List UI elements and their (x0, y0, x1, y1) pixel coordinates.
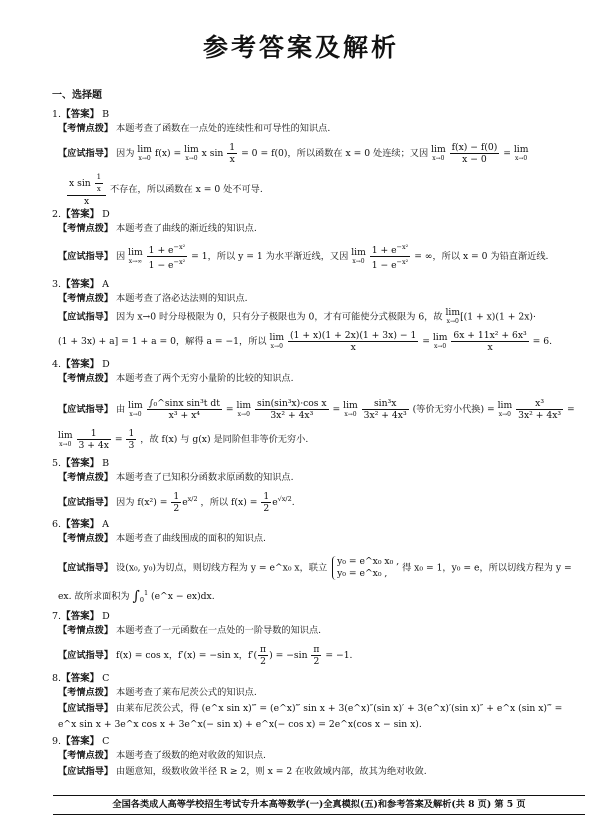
q3-point: 【考情点拨】 本题考查了洛必达法则的知识点. (58, 293, 248, 304)
q9-guide: 【应试指导】 由题意知，级数收敛半径 R ≥ 2，则 x = 2 在收敛域内部，故其为绝对收敛. (58, 766, 427, 777)
q2-answer-line: 2.【答案】 D (52, 209, 110, 220)
q3-guide: 【应试指导】 因为 x→0 时分母极限为 0，只有分子极限也为 0，才有可能使分式极限为 6，故 lim x→0 [(1 + x)(1 + 2x)· (58, 307, 536, 325)
q9-answer-line: 9.【答案】 C (52, 736, 110, 747)
page-title: 参考答案及解析 (202, 33, 399, 62)
section-heading: 一、选择题 (52, 90, 102, 101)
q5-guide: 【应试指导】 因为 f(x²) = $\frac{1}{2}$ $e^{x/2}$ ，所以 f(x) = $\frac{1}{2}$ $e^{√x/2}$. (58, 491, 295, 514)
q3-answer-line: 3.【答案】 A (52, 279, 109, 290)
q5-answer-line: 5.【答案】 B (52, 458, 110, 469)
q9-point: 【考情点拨】 本题考查了级数的绝对收敛的知识点. (58, 750, 266, 761)
q3-guide-cont: (1 + 3x) + a] = 1 + a = 0，解得 a = −1，所以 lim x→0 $\frac{(1 + x)(1 + 2x)(1 + 3x) - 1}{x}$ = lim x→0 $\frac{\text{6x + 11x² + 6x³}}{x}$ = 6. (58, 330, 553, 353)
q4-guide: 【应试指导】 由 lim x→0 $\frac{\text{∫₀\textasciicircum{}sinx sin³t dt}}{\text{x³ + x⁴}}$ = lim x→0 $\frac{\text{sin(sin³x)·cos x}}{\text{3x² + 4x³}}$ = lim x→0 $\frac{\text{sin³x}}{\text{3x² + 4x³}}$ (等价无穷小代换) = lim x→0 $\frac{\text{x³}}{\text{3x² + 4x³}}$ = (58, 398, 575, 421)
q8-guide-cont: e^x sin x + 3e^x cos x + 3e^x(− sin x) + e^x(− cos x) = 2e^x(cos x − sin x). (58, 719, 422, 730)
q6-guide-cont: ex. 故所求面积为 $\int_0^1$ (e^x − ex)dx. (58, 588, 215, 605)
q7-guide: 【应试指导】 f(x) = cos x，f′(x) = −sin x，f′( $\frac{\pi}{2}$ ) = −sin $\frac{\pi}{2}$ = −1. (58, 644, 353, 667)
q4-answer-line: 4.【答案】 D (52, 359, 110, 370)
q4-guide-cont: lim x→0 $\frac{1}{3 + 4x}$ = $\frac{1}{3}$ ，故 f(x) 与 g(x) 是同阶但非等价无穷小. (58, 428, 309, 451)
q1-answer-line: 1.【答案】 B (52, 109, 110, 120)
q2-guide: 【应试指导】 因 lim x→∞ $\frac{1 + e^{-x^2}}{1 - e^{-x^2}}$ = 1，所以 y = 1 为水平渐近线，又因 lim x→0 $\frac{1 + e^{-x^2}}{1 - e^{-x^2}}$ = ∞，所以 x = 0 为铅直渐近线. (58, 243, 549, 272)
q6-guide: 【应试指导】 设(x₀, y₀)为切点，则切线方程为 y = e^x₀ x，联立 y₀ = e^x₀ x₀ , y₀ = e^x₀ , 得 x₀ = 1，y₀ = e，所以切线方程为 y = (58, 556, 572, 579)
q1-guide: 【应试指导】 因为 lim x→0 f(x) = lim x→0 x sin $\frac{1}{x}$ = 0 = f(0)，所以函数在 x = 0 处连续；又因 lim x→0 $\frac{f(x) - f(0)}{x - 0}$ = lim x→0 (58, 142, 529, 165)
q4-point: 【考情点拨】 本题考查了两个无穷小量阶的比较的知识点. (58, 373, 294, 384)
q6-answer-line: 6.【答案】 A (52, 519, 109, 530)
q7-answer-line: 7.【答案】 D (52, 611, 110, 622)
q1-point: 【考情点拨】 本题考查了函数在一点处的连续性和可导性的知识点. (58, 123, 331, 134)
q1-guide-cont: x sin $\frac{1}{x}$ x 不存在，所以函数在 x = 0 处不可导. (69, 173, 263, 207)
page-footer: 全国各类成人高等学校招生考试专升本高等数学(一)全真模拟(五)和参考答案及解析(共 8 页) 第 5 页 (53, 795, 585, 815)
q5-point: 【考情点拨】 本题考查了已知积分函数求原函数的知识点. (58, 472, 294, 483)
q6-point: 【考情点拨】 本题考查了曲线围成的面积的知识点. (58, 533, 266, 544)
q8-guide: 【应试指导】 由莱布尼茨公式，得 (e^x sin x)‴ = (e^x)‴ sin x + 3(e^x)″(sin x)′ + 3(e^x)′(sin x)″ + e^x (sin x)‴ = (58, 703, 563, 714)
q2-point: 【考情点拨】 本题考查了曲线的渐近线的知识点. (58, 223, 257, 234)
q8-answer-line: 8.【答案】 C (52, 673, 110, 684)
q7-point: 【考情点拨】 本题考查了一元函数在一点处的一阶导数的知识点. (58, 625, 322, 636)
q8-point: 【考情点拨】 本题考查了莱布尼茨公式的知识点. (58, 687, 257, 698)
